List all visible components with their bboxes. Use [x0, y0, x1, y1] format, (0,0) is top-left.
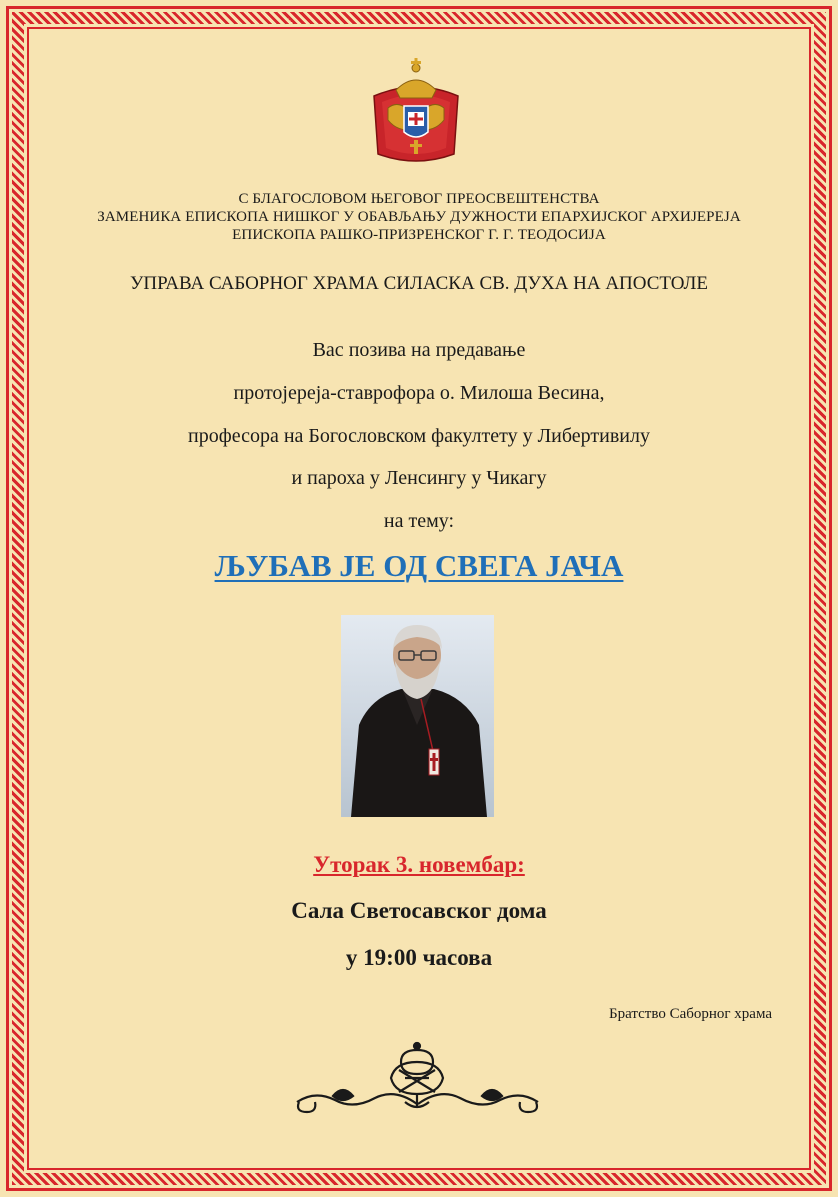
- invitation-line-2: протојереја-ставрофора о. Милоша Весина,: [233, 382, 605, 404]
- blessing-line-1: С БЛАГОСЛОВОМ ЊЕГОВОГ ПРЕОСВЕШТЕНСТВА: [238, 191, 600, 207]
- organizer-line: УПРАВА САБОРНОГ ХРАМА СИЛАСКА СВ. ДУХА НА АПОСТОЛЕ: [129, 273, 709, 294]
- invitation-line-1: Вас позива на предавање: [312, 339, 526, 361]
- event-place: Сала Светосавског дома: [291, 898, 547, 923]
- event-time: у 19:00 часова: [345, 945, 493, 970]
- blessing-header: [0, 190, 838, 244]
- event-date: Уторак 3. новембар:: [313, 852, 525, 877]
- invitation-line-5: на тему:: [383, 510, 455, 532]
- church-crest-icon: [368, 56, 464, 168]
- blessing-line-3: ЕПИСКОПА РАШКО-ПРИЗРЕНСКОГ Г. Г. ТЕОДОСИЈА: [232, 227, 606, 243]
- blessing-line-2: ЗАМЕНИКА ЕПИСКОПА НИШКОГ У ОБАВЉАЊУ ДУЖНОСТИ ЕПАРХИЈСКОГ АРХИЈЕРЕЈА: [97, 209, 741, 225]
- speaker-photo: [341, 615, 494, 817]
- invitation-line-3: професора на Богословском факултету у Либертивилу: [188, 425, 650, 447]
- decorative-ornament-icon: [295, 1040, 540, 1120]
- invitation-line-4: и пароха у Ленсингу у Чикагу: [291, 467, 547, 489]
- signature: Братство Саборног храма: [609, 1006, 772, 1022]
- lecture-title: ЉУБАВ ЈЕ ОД СВЕГА ЈАЧА: [214, 548, 624, 583]
- speaker-portrait-icon: [341, 615, 494, 817]
